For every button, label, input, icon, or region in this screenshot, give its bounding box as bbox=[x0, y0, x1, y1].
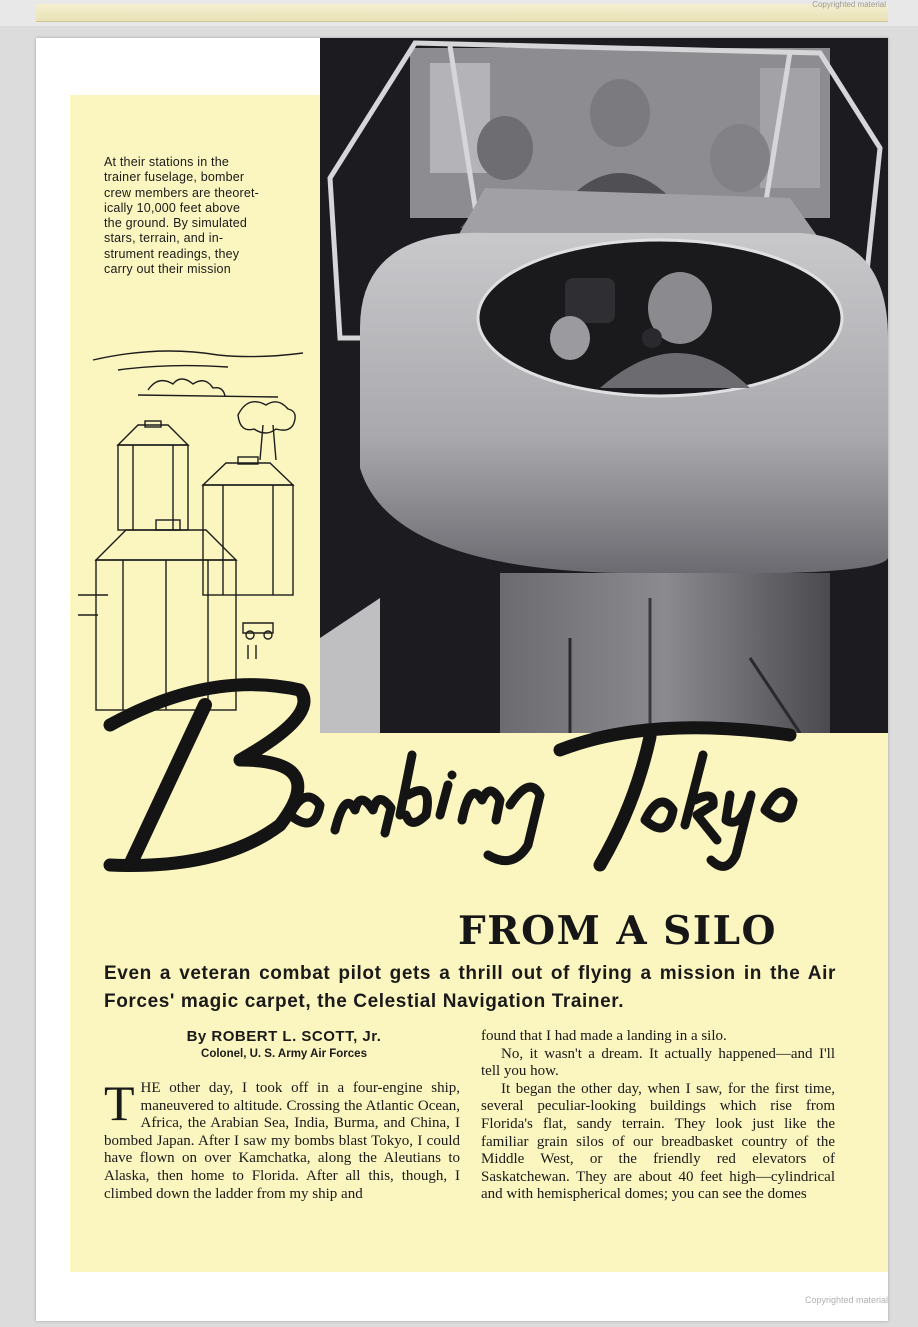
caption-line: strument readings, they bbox=[104, 246, 240, 261]
previous-page-strip bbox=[36, 4, 888, 22]
caption-line: ically 10,000 feet above bbox=[104, 200, 241, 215]
caption-line: trainer fuselage, bomber bbox=[104, 170, 245, 185]
caption-line: the ground. By simulated bbox=[104, 216, 248, 231]
article-paragraph: It began the other day, when I saw, for the first time, several peculiar-looking buildings which rise from Florida's flat, sandy terrain. They look just like the familiar grain silos of our breadbasket country of the Middle West, or the friendly red elevators of Saskatchewan. They are about 40 feet high—cylindrical and with hemispherical domes; you can see the domes bbox=[481, 1080, 835, 1203]
bottom-copyright-notice: Copyrighted material bbox=[804, 1295, 888, 1305]
article-paragraph: found that I had made a landing in a silo. bbox=[481, 1028, 727, 1044]
article-paragraph: No, it wasn't a dream. It actually happened—and I'll tell you how. bbox=[481, 1045, 835, 1080]
drop-cap: T bbox=[104, 1075, 135, 1131]
article-subtitle: FROM A SILO bbox=[458, 908, 777, 954]
caption-line: stars, terrain, and in- bbox=[104, 231, 224, 246]
trainer-photograph bbox=[320, 38, 888, 733]
article-column-left bbox=[104, 1075, 460, 1203]
article-column-right bbox=[481, 1028, 835, 1204]
article-text: HE other day, I took off in a four-engine ship, maneuvered to altitude. Crossing the Atlantic Ocean, Africa, the Arabian Sea, India, Burma, and China, I bombed Japan. After I saw my bombs blast Tokyo, I could have flown on over Kamchatka, along the Aleutians to Alaska, then home to Florida. After all this, though, I climbed down the ladder from my ship and bbox=[104, 1080, 460, 1202]
caption-line: carry out their mission bbox=[104, 262, 231, 277]
viewer-top-bar bbox=[0, 0, 918, 26]
caption-line: At their stations in the bbox=[104, 155, 230, 169]
author-name: By ROBERT L. SCOTT, Jr. bbox=[186, 1028, 382, 1045]
author-rank: Colonel, U. S. Army Air Forces bbox=[201, 1048, 367, 1060]
article-deck: Even a veteran combat pilot gets a thrill out of flying a mission in the Air Forces' magic carpet, the Celestial Navigation Trainer. bbox=[104, 963, 836, 1012]
script-title-lettering bbox=[90, 665, 810, 895]
photo-caption bbox=[104, 155, 282, 277]
top-copyright-notice: Copyrighted material bbox=[812, 0, 886, 9]
caption-line: crew members are theoret- bbox=[104, 185, 260, 200]
byline bbox=[104, 1028, 464, 1060]
